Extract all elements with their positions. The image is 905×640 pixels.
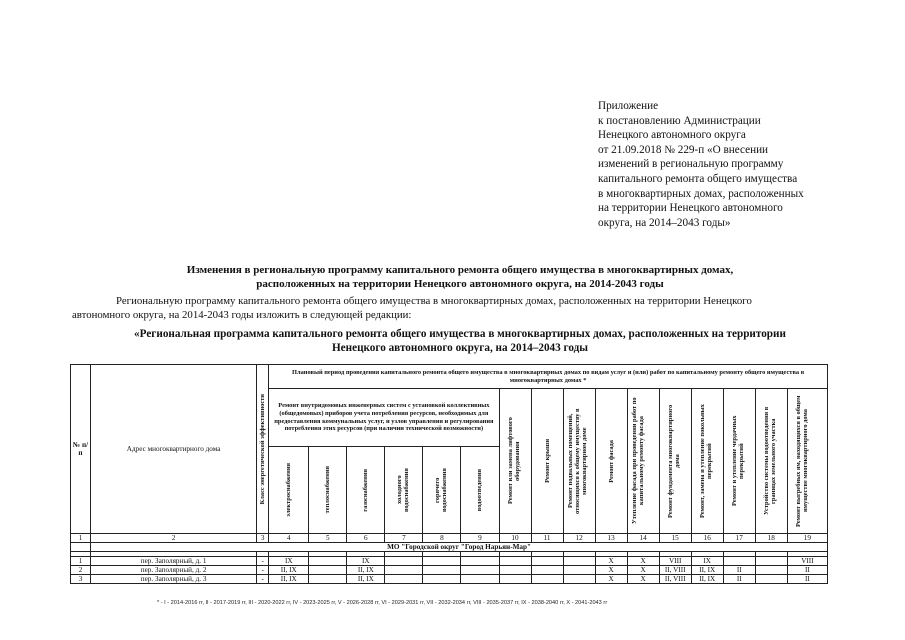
table-body	[71, 557, 828, 584]
header-other-cell	[787, 389, 827, 534]
col-number: 18	[755, 534, 787, 543]
header-other: Ремонт подвальных помещений, относящихся к общему имуществу в многоквартирном доме	[567, 408, 589, 514]
document-title	[60, 263, 860, 291]
col-number: 9	[461, 534, 499, 543]
table-cell	[309, 557, 347, 566]
header-sub: газоснабжения	[362, 468, 370, 512]
table-cell	[723, 557, 755, 566]
col-number: 10	[499, 534, 531, 543]
program-title-line: Ненецкого автономного округа, на 2014–2043 годы	[331, 342, 588, 354]
table-cell: II, VIII	[659, 566, 691, 575]
table-cell	[531, 557, 563, 566]
col-number: 2	[91, 534, 257, 543]
appendix-line: Ненецкого автономного округа	[598, 129, 746, 142]
table-cell	[461, 566, 499, 575]
col-number: 11	[531, 534, 563, 543]
table-cell: X	[627, 557, 659, 566]
table-cell	[563, 557, 595, 566]
document-title-line: Изменения в региональную программу капитального ремонта общего имущества в многоквартирных домах,	[186, 264, 734, 276]
header-other-cell	[563, 389, 595, 534]
header-other-cell	[499, 389, 531, 534]
table-cell: пер. Заполярный, д. 2	[91, 566, 257, 575]
group-cell-empty	[71, 543, 91, 552]
table-row	[71, 575, 828, 584]
intro-line: Региональную программу капитального ремонта общего имущества в многоквартирных домах, расположенных на территории Ненецкого	[116, 295, 752, 307]
header-other: Устройство системы водоотведения в границах земельного участка	[763, 406, 778, 516]
table-cell	[309, 575, 347, 584]
table-cell	[423, 557, 461, 566]
table-cell: II, IX	[691, 575, 723, 584]
table-cell: X	[627, 575, 659, 584]
table-cell: VIII	[787, 557, 827, 566]
table-row	[71, 566, 828, 575]
footnote: * - I - 2014-2016 гг, II - 2017-2019 гг, III - 2020-2022 гг, IV - 2023-2025 гг, V - 2026-2028 гг, VI - 2029-2031 гг, VII - 2032-2034 гг, VIII - 2035-2037 гг, IX - 2038-2040 гг, X - 2041-2043 гг	[157, 600, 608, 606]
header-energy-cell	[257, 365, 269, 534]
table-cell	[499, 557, 531, 566]
col-number: 8	[423, 534, 461, 543]
table-cell	[755, 566, 787, 575]
program-table	[70, 364, 828, 584]
table-cell: II	[723, 575, 755, 584]
header-sub: теплоснабжения	[324, 466, 332, 514]
header-other-cell	[595, 389, 627, 534]
header-sub-cell	[347, 447, 385, 534]
header-sub-cell	[461, 447, 499, 534]
table-cell	[755, 557, 787, 566]
group-label: МО "Городской округ "Город Нарьян-Мар"	[91, 543, 828, 552]
table-cell: II	[723, 566, 755, 575]
appendix-line: в многоквартирных домах, расположенных	[598, 187, 804, 200]
table-cell: X	[595, 557, 627, 566]
table-cell: пер. Заполярный, д. 3	[91, 575, 257, 584]
program-title	[60, 327, 860, 355]
table-cell: II, IX	[269, 566, 309, 575]
appendix-line: на территории Ненецкого автономного	[598, 202, 783, 215]
table-cell: -	[257, 566, 269, 575]
table-cell	[461, 557, 499, 566]
header-sub: водоотведения	[476, 468, 484, 512]
table-cell	[499, 566, 531, 575]
table-cell: 3	[71, 575, 91, 584]
header-address: Адрес многоквартирного дома	[91, 365, 257, 534]
table-cell: II, IX	[691, 566, 723, 575]
table-cell: IX	[269, 557, 309, 566]
appendix-line: капитального ремонта общего имущества	[598, 172, 798, 185]
document-title-line: расположенных на территории Ненецкого автономного округа, на 2014-2043 годы	[256, 278, 664, 290]
header-num: № п/п	[71, 365, 91, 534]
col-number: 6	[347, 534, 385, 543]
col-number: 13	[595, 534, 627, 543]
table-cell	[461, 575, 499, 584]
header-other-cell	[531, 389, 563, 534]
col-number: 19	[787, 534, 827, 543]
header-sub: электроснабжения	[285, 463, 293, 517]
table-cell: IX	[347, 557, 385, 566]
table-cell: пер. Заполярный, д. 1	[91, 557, 257, 566]
appendix-line: Приложение	[598, 100, 659, 112]
col-number: 16	[691, 534, 723, 543]
header-plan: Плановый период проведения капитального ремонта общего имущества в многоквартирных домах по видам услуг и (или) работ по капитальному ремонту общего имущества в многоквартирных домах *	[269, 365, 828, 389]
table-cell	[385, 575, 423, 584]
header-other-cell	[627, 389, 659, 534]
table-cell	[563, 575, 595, 584]
header-other: Ремонт, замена и утепление покольных перекрытий	[699, 404, 714, 518]
header-energy: Класс энергетической эффективности	[259, 393, 267, 505]
table-row	[71, 557, 828, 566]
col-number: 17	[723, 534, 755, 543]
table-cell	[499, 575, 531, 584]
table-cell: II, IX	[347, 575, 385, 584]
table-cell	[531, 575, 563, 584]
col-number: 7	[385, 534, 423, 543]
header-sub-cell	[269, 447, 309, 534]
appendix-line: округа, на 2014–2043 годы»	[598, 216, 731, 229]
appendix-block	[598, 99, 838, 230]
table-cell	[385, 566, 423, 575]
col-number: 14	[627, 534, 659, 543]
column-number-row	[71, 534, 828, 543]
intro-line: автономного округа, на 2014-2043 годы изложить в следующей редакции:	[72, 309, 412, 321]
table-cell: II, IX	[269, 575, 309, 584]
col-number: 3	[257, 534, 269, 543]
table-cell	[385, 557, 423, 566]
table-cell: -	[257, 575, 269, 584]
table-cell	[423, 575, 461, 584]
intro-paragraph	[72, 294, 832, 322]
table-cell: -	[257, 557, 269, 566]
col-number: 12	[563, 534, 595, 543]
group-row	[71, 543, 828, 552]
header-sub: горячего водоснабжения	[433, 468, 448, 512]
appendix-line: к постановлению Администрации	[598, 114, 761, 127]
program-title-line: «Региональная программа капитального ремонта общего имущества в многоквартирных домах, расположенных на территории	[134, 328, 786, 340]
table-cell: X	[627, 566, 659, 575]
table-cell: 1	[71, 557, 91, 566]
col-number: 15	[659, 534, 691, 543]
table-cell: VIII	[659, 557, 691, 566]
header-engineering: Ремонт внутридомовых инженерных систем с установкой коллективных (общедомовых) приборов учета потребления ресурсов, необходимых для предоставления коммунальных услуг, и узлов управления и регулирования потребления этих ресурсов (при наличии технической возможности)	[269, 389, 499, 447]
header-sub-cell	[385, 447, 423, 534]
table-cell: X	[595, 566, 627, 575]
col-number: 4	[269, 534, 309, 543]
col-number: 5	[309, 534, 347, 543]
header-other: Утепление фасада при проведении работ по капитальному ремонту фасада	[631, 397, 646, 525]
table-cell	[755, 575, 787, 584]
col-number: 1	[71, 534, 91, 543]
table-cell: II, IX	[347, 566, 385, 575]
table-cell: II, VIII	[659, 575, 691, 584]
table-cell: 2	[71, 566, 91, 575]
header-other: Ремонт фундамента многоквартирного дома	[667, 404, 682, 518]
header-other-cell	[659, 389, 691, 534]
header-other: Ремонт и утепление чердачных перекрытий	[731, 415, 746, 507]
header-sub: холодного водоснабжения	[395, 468, 410, 512]
appendix-line: изменений в региональную программу	[598, 158, 784, 171]
table-cell	[309, 566, 347, 575]
table-cell: II	[787, 575, 827, 584]
header-sub-cell	[309, 447, 347, 534]
table-cell	[563, 566, 595, 575]
table-cell	[423, 566, 461, 575]
header-other-cell	[691, 389, 723, 534]
header-other: Ремонт или замена лифтового оборудования	[507, 417, 522, 505]
table-cell: IX	[691, 557, 723, 566]
table-cell: II	[787, 566, 827, 575]
table-cell	[531, 566, 563, 575]
header-other-cell	[723, 389, 755, 534]
header-other-cell	[755, 389, 787, 534]
header-other: Ремонт выгребных ям, находящихся в общем имуществе многоквартирного дома	[795, 395, 810, 527]
header-sub-cell	[423, 447, 461, 534]
header-other: Ремонт крыши	[543, 439, 551, 483]
appendix-line: от 21.09.2018 № 229-п «О внесении	[598, 143, 769, 156]
header-other: Ремонт фасада	[607, 439, 615, 483]
table-cell: X	[595, 575, 627, 584]
